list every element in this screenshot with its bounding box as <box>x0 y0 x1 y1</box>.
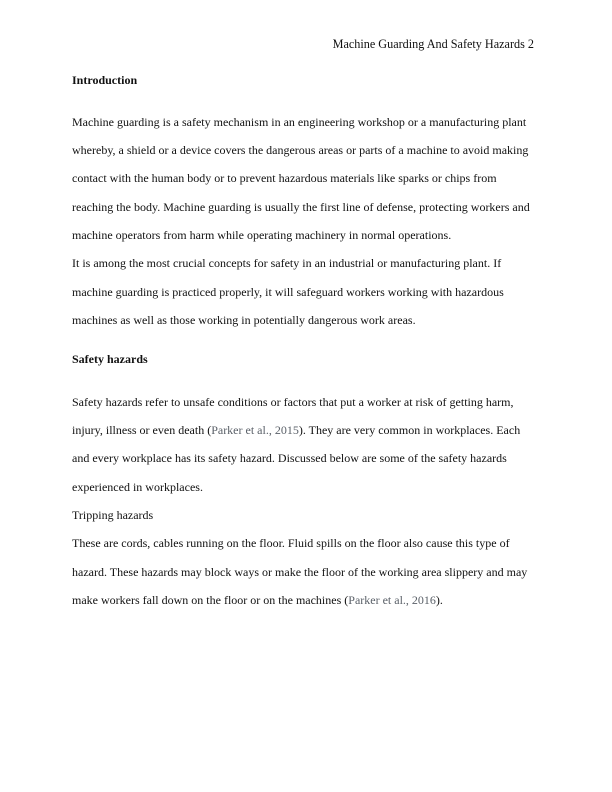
paragraph-line: hazard. These hazards may block ways or make the floor of the working area slippery and may <box>72 565 528 579</box>
subheading-tripping-hazards: Tripping hazards <box>72 508 154 522</box>
paragraph-line: These are cords, cables running on the floor. Fluid spills on the floor also cause this type of <box>72 536 510 550</box>
paragraph-line: machine guarding is practiced properly, it will safeguard workers working with hazardous <box>72 285 504 299</box>
paragraph-line: machine operators from harm while operating machinery in normal operations. <box>72 228 452 242</box>
text-run: ). <box>435 593 443 607</box>
citation: Parker et al., 2016 <box>348 593 436 607</box>
text-run: make workers fall down on the floor or on the machines ( <box>72 593 349 607</box>
text-run: injury, illness or even death ( <box>72 423 212 437</box>
paragraph-line: Safety hazards refer to unsafe conditions or factors that put a worker at risk of getting harm, <box>72 395 514 409</box>
section-heading-introduction: Introduction <box>72 73 138 87</box>
paragraph-line: experienced in workplaces. <box>72 480 203 494</box>
running-head: Machine Guarding And Safety Hazards 2 <box>332 37 534 51</box>
paragraph-line: whereby, a shield or a device covers the dangerous areas or parts of a machine to avoid making <box>72 143 529 157</box>
paragraph-line: Machine guarding is a safety mechanism in an engineering workshop or a manufacturing plant <box>72 115 527 129</box>
paragraph-line: machines as well as those working in potentially dangerous work areas. <box>72 313 416 327</box>
text-run: ). They are very common in workplaces. Each <box>298 423 521 437</box>
paragraph-line-with-citation <box>72 593 443 607</box>
paragraph-line-with-citation <box>72 423 520 437</box>
citation: Parker et al., 2015 <box>211 423 299 437</box>
section-heading-safety-hazards: Safety hazards <box>72 352 148 366</box>
paragraph-line: It is among the most crucial concepts for safety in an industrial or manufacturing plant. If <box>72 256 502 270</box>
paragraph-line: contact with the human body or to prevent hazardous materials like sparks or chips from <box>72 171 497 185</box>
paragraph-line: reaching the body. Machine guarding is usually the first line of defense, protecting workers and <box>72 200 530 214</box>
paragraph-line: and every workplace has its safety hazard. Discussed below are some of the safety hazards <box>72 451 507 465</box>
